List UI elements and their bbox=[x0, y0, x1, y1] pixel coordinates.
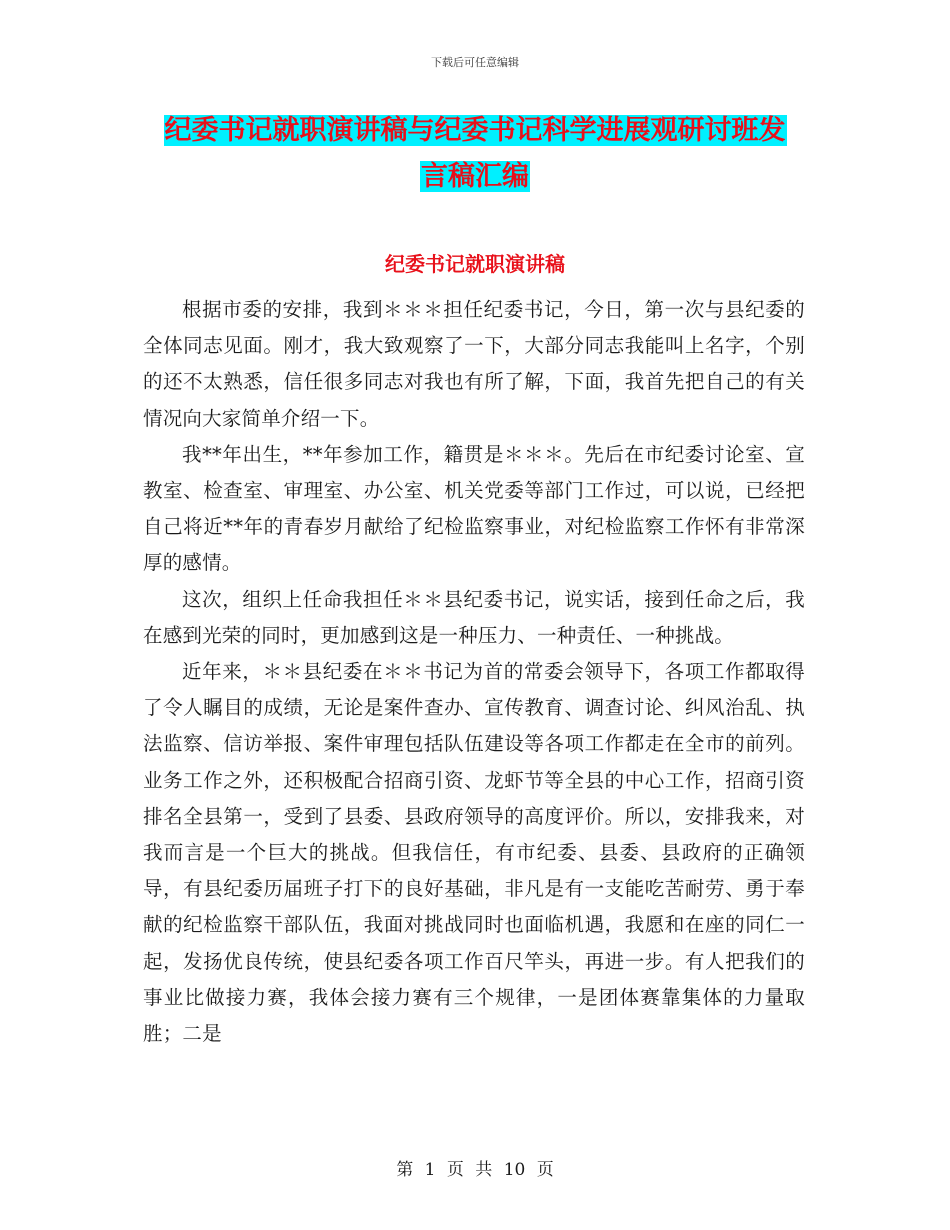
paragraph: 这次，组织上任命我担任＊＊县纪委书记，说实话，接到任命之后，我在感到光荣的同时，更加感到这是一种压力、一种责任、一种挑战。 bbox=[143, 587, 805, 647]
header-note: 下载后可任意编辑 bbox=[431, 56, 519, 69]
paragraph: 根据市委的安排，我到＊＊＊担任纪委书记，今日，第一次与县纪委的全体同志见面。刚才，我大致观察了一下，大部分同志我能叫上名字，个别的还不太熟悉，信任很多同志对我也有所了解，下面，我首先把自己的有关情况向大家简单介绍一下。 bbox=[143, 298, 805, 430]
page-footer: 第 1 页 共 10 页 bbox=[396, 1160, 554, 1180]
section-title: 纪委书记就职演讲稿 bbox=[385, 252, 565, 276]
paragraph: 我**年出生，**年参加工作，籍贯是＊＊＊。先后在市纪委讨论室、宣教室、检查室、审理室、办公室、机关党委等部门工作过，可以说，已经把自己将近**年的青春岁月献给了纪检监察事业，对纪检监察工作怀有非常深厚的感情。 bbox=[143, 442, 805, 575]
document-title bbox=[0, 108, 950, 200]
document-title-line-2: 言稿汇编 bbox=[421, 161, 529, 192]
body-text bbox=[143, 292, 805, 1052]
document-title-line-1: 纪委书记就职演讲稿与纪委书记科学进展观研讨班发 bbox=[164, 115, 786, 146]
paragraph: 近年来，＊＊县纪委在＊＊书记为首的常委会领导下，各项工作都取得了令人瞩目的成绩，无论是案件查办、宣传教育、调查讨论、纠风治乱、执法监察、信访举报、案件审理包括队伍建设等各项工作都走在全市的前列。业务工作之外，还积极配合招商引资、龙虾节等全县的中心工作，招商引资排名全县第一，受到了县委、县政府领导的高度评价。所以，安排我来，对我而言是一个巨大的挑战。但我信任，有市纪委、县委、县政府的正确领导，有县纪委历届班子打下的良好基础，非凡是有一支能吃苦耐劳、勇于奉献的纪检监察干部队伍，我面对挑战同时也面临机遇，我愿和在座的同仁一起，发扬优良传统，使县纪委各项工作百尺竿头，再进一步。有人把我们的事业比做接力赛，我体会接力赛有三个规律，一是团体赛靠集体的力量取胜；二是 bbox=[143, 660, 805, 1046]
